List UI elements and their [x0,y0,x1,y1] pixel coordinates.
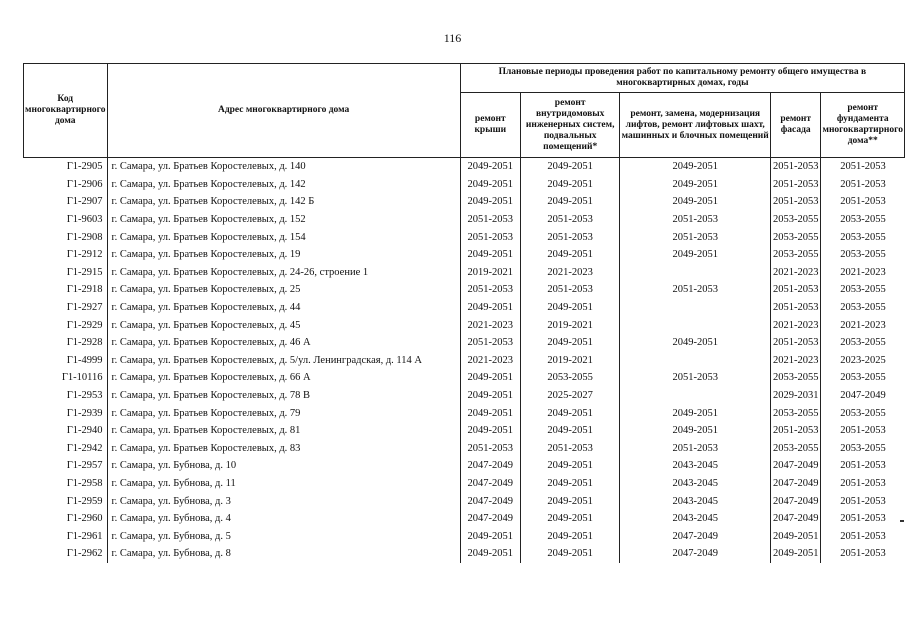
cell-roof: 2049-2051 [460,404,520,422]
cell-facade: 2021-2023 [770,352,821,370]
cell-foundation: 2051-2053 [821,510,905,528]
cell-roof: 2051-2053 [460,228,520,246]
cell-code: Г1-2953 [24,387,108,405]
cell-code: Г1-4999 [24,352,108,370]
cell-elevators: 2049-2051 [620,246,770,264]
cell-roof: 2051-2053 [460,281,520,299]
page-number: 116 [443,31,462,45]
cell-address: г. Самара, ул. Бубнова, д. 3 [107,492,460,510]
cell-code: Г1-2908 [24,228,108,246]
cell-engineering: 2053-2055 [520,369,620,387]
table-row [24,369,905,387]
cell-engineering: 2051-2053 [520,211,620,229]
cell-address: г. Самара, ул. Братьев Коростелевых, д. 81 [107,422,460,440]
cell-facade: 2053-2055 [770,228,821,246]
cell-engineering: 2049-2051 [520,193,620,211]
cell-foundation: 2053-2055 [821,281,905,299]
cell-elevators: 2049-2051 [620,193,770,211]
table-row [24,299,905,317]
cell-engineering: 2051-2053 [520,281,620,299]
cell-engineering: 2049-2051 [520,158,620,176]
cell-elevators: 2049-2051 [620,158,770,176]
cell-facade: 2051-2053 [770,422,821,440]
cell-code: Г1-2912 [24,246,108,264]
cell-address: г. Самара, ул. Бубнова, д. 4 [107,510,460,528]
cell-roof: 2049-2051 [460,422,520,440]
cell-address: г. Самара, ул. Братьев Коростелевых, д. 25 [107,281,460,299]
cell-facade: 2051-2053 [770,334,821,352]
cell-foundation: 2053-2055 [821,334,905,352]
cell-roof: 2047-2049 [460,510,520,528]
cell-foundation: 2051-2053 [821,193,905,211]
cell-address: г. Самара, ул. Бубнова, д. 8 [107,545,460,563]
cell-address: г. Самара, ул. Братьев Коростелевых, д. 5/ул. Ленинградская, д. 114 А [107,352,460,370]
cell-roof: 2019-2021 [460,264,520,282]
cell-roof: 2049-2051 [460,176,520,194]
table-row [24,387,905,405]
cell-facade: 2053-2055 [770,440,821,458]
cell-facade: 2029-2031 [770,387,821,405]
cell-foundation: 2051-2053 [821,492,905,510]
cell-roof: 2047-2049 [460,492,520,510]
cell-elevators: 2051-2053 [620,281,770,299]
cell-facade: 2047-2049 [770,457,821,475]
cell-foundation: 2047-2049 [821,387,905,405]
header-roof: ремонт крыши [460,93,520,158]
cell-foundation: 2051-2053 [821,457,905,475]
cell-address: г. Самара, ул. Братьев Коростелевых, д. 140 [107,158,460,176]
cell-code: Г1-2906 [24,176,108,194]
cell-code: Г1-2928 [24,334,108,352]
table-row [24,352,905,370]
header-code: Код многоквартирного дома [24,64,108,158]
cell-foundation: 2021-2023 [821,316,905,334]
cell-foundation: 2051-2053 [821,545,905,563]
cell-elevators: 2051-2053 [620,228,770,246]
table-row [24,246,905,264]
cell-roof: 2049-2051 [460,527,520,545]
cell-facade: 2051-2053 [770,193,821,211]
cell-roof: 2049-2051 [460,158,520,176]
cell-engineering: 2021-2023 [520,264,620,282]
cell-code: Г1-2942 [24,440,108,458]
cell-address: г. Самара, ул. Бубнова, д. 10 [107,457,460,475]
cell-engineering: 2049-2051 [520,404,620,422]
cell-elevators [620,299,770,317]
table-row [24,211,905,229]
cell-address: г. Самара, ул. Бубнова, д. 11 [107,475,460,493]
cell-code: Г1-2929 [24,316,108,334]
cell-elevators: 2051-2053 [620,211,770,229]
capital-repair-table [23,63,905,563]
cell-address: г. Самара, ул. Братьев Коростелевых, д. 142 [107,176,460,194]
table-row [24,334,905,352]
table-body [24,158,905,563]
cell-code: Г1-2905 [24,158,108,176]
cell-elevators: 2049-2051 [620,176,770,194]
cell-address: г. Самара, ул. Братьев Коростелевых, д. 46 А [107,334,460,352]
cell-facade: 2051-2053 [770,281,821,299]
cell-code: Г1-2918 [24,281,108,299]
cell-code: Г1-10116 [24,369,108,387]
cell-facade: 2021-2023 [770,316,821,334]
cell-code: Г1-2927 [24,299,108,317]
table-row [24,158,905,176]
table-row [24,510,905,528]
cell-facade: 2047-2049 [770,492,821,510]
table-row [24,422,905,440]
cell-facade: 2049-2051 [770,527,821,545]
cell-roof: 2049-2051 [460,369,520,387]
table-row [24,228,905,246]
cell-facade: 2053-2055 [770,246,821,264]
cell-elevators [620,316,770,334]
cell-roof: 2049-2051 [460,246,520,264]
cell-facade: 2051-2053 [770,158,821,176]
table-row [24,545,905,563]
cell-address: г. Самара, ул. Братьев Коростелевых, д. 19 [107,246,460,264]
cell-elevators: 2043-2045 [620,475,770,493]
cell-address: г. Самара, ул. Братьев Коростелевых, д. 24-26, строение 1 [107,264,460,282]
cell-facade: 2051-2053 [770,299,821,317]
cell-elevators [620,352,770,370]
table-row [24,264,905,282]
header-foundation: ремонт фундамента многоквартирного дома** [821,93,905,158]
cell-foundation: 2053-2055 [821,246,905,264]
cell-engineering: 2049-2051 [520,299,620,317]
table-row [24,316,905,334]
cell-code: Г1-2957 [24,457,108,475]
cell-facade: 2053-2055 [770,404,821,422]
cell-facade: 2047-2049 [770,475,821,493]
cell-roof: 2051-2053 [460,334,520,352]
cell-engineering: 2049-2051 [520,457,620,475]
cell-code: Г1-2962 [24,545,108,563]
header-periods-group: Плановые периоды проведения работ по капитальному ремонту общего имущества в многоквартирных домах, годы [460,64,904,93]
cell-engineering: 2049-2051 [520,334,620,352]
cell-address: г. Самара, ул. Братьев Коростелевых, д. 44 [107,299,460,317]
header-engineering: ремонт внутридомовых инженерных систем, подвальных помещений* [520,93,620,158]
table-row [24,193,905,211]
cell-address: г. Самара, ул. Братьев Коростелевых, д. 83 [107,440,460,458]
cell-foundation: 2051-2053 [821,176,905,194]
cell-engineering: 2019-2021 [520,352,620,370]
cell-elevators [620,264,770,282]
cell-foundation: 2051-2053 [821,158,905,176]
table-row [24,281,905,299]
table-row [24,492,905,510]
cell-elevators: 2049-2051 [620,404,770,422]
cell-elevators: 2051-2053 [620,440,770,458]
cell-code: Г1-2959 [24,492,108,510]
cell-engineering: 2051-2053 [520,440,620,458]
header-row-groups [24,64,905,93]
cell-facade: 2021-2023 [770,264,821,282]
cell-roof: 2047-2049 [460,457,520,475]
header-elevators: ремонт, замена, модернизация лифтов, ремонт лифтовых шахт, машинных и блочных помещений [620,93,770,158]
cell-address: г. Самара, ул. Братьев Коростелевых, д. 142 Б [107,193,460,211]
table-row [24,475,905,493]
cell-roof: 2021-2023 [460,316,520,334]
cell-elevators: 2051-2053 [620,369,770,387]
cell-elevators [620,387,770,405]
table-row [24,404,905,422]
cell-facade: 2053-2055 [770,211,821,229]
cell-facade: 2053-2055 [770,369,821,387]
cell-elevators: 2047-2049 [620,527,770,545]
cell-foundation: 2051-2053 [821,527,905,545]
cell-facade: 2051-2053 [770,176,821,194]
cell-address: г. Самара, ул. Братьев Коростелевых, д. 45 [107,316,460,334]
cell-foundation: 2021-2023 [821,264,905,282]
cell-elevators: 2043-2045 [620,457,770,475]
cell-address: г. Самара, ул. Братьев Коростелевых, д. 78 В [107,387,460,405]
cell-foundation: 2051-2053 [821,422,905,440]
cell-code: Г1-2940 [24,422,108,440]
cell-address: г. Самара, ул. Бубнова, д. 5 [107,527,460,545]
cell-foundation: 2053-2055 [821,440,905,458]
cell-facade: 2047-2049 [770,510,821,528]
table-row [24,176,905,194]
cell-elevators: 2043-2045 [620,510,770,528]
cell-address: г. Самара, ул. Братьев Коростелевых, д. 79 [107,404,460,422]
cell-address: г. Самара, ул. Братьев Коростелевых, д. 154 [107,228,460,246]
cell-roof: 2049-2051 [460,193,520,211]
cell-roof: 2049-2051 [460,387,520,405]
cell-engineering: 2049-2051 [520,527,620,545]
cell-roof: 2049-2051 [460,299,520,317]
cell-engineering: 2049-2051 [520,475,620,493]
scan-mark [900,520,904,522]
cell-engineering: 2049-2051 [520,422,620,440]
cell-code: Г1-2961 [24,527,108,545]
cell-foundation: 2053-2055 [821,228,905,246]
cell-foundation: 2053-2055 [821,299,905,317]
cell-foundation: 2053-2055 [821,404,905,422]
header-address: Адрес многоквартирного дома [107,64,460,158]
cell-roof: 2051-2053 [460,440,520,458]
table-row [24,527,905,545]
table-row [24,440,905,458]
cell-elevators: 2043-2045 [620,492,770,510]
cell-roof: 2047-2049 [460,475,520,493]
cell-engineering: 2049-2051 [520,492,620,510]
cell-facade: 2049-2051 [770,545,821,563]
cell-elevators: 2049-2051 [620,422,770,440]
cell-address: г. Самара, ул. Братьев Коростелевых, д. 152 [107,211,460,229]
cell-roof: 2051-2053 [460,211,520,229]
cell-engineering: 2019-2021 [520,316,620,334]
cell-code: Г1-2939 [24,404,108,422]
cell-elevators: 2049-2051 [620,334,770,352]
cell-code: Г1-2907 [24,193,108,211]
cell-engineering: 2025-2027 [520,387,620,405]
cell-elevators: 2047-2049 [620,545,770,563]
cell-code: Г1-9603 [24,211,108,229]
header-facade: ремонт фасада [770,93,821,158]
cell-foundation: 2023-2025 [821,352,905,370]
cell-foundation: 2051-2053 [821,475,905,493]
cell-code: Г1-2960 [24,510,108,528]
table-row [24,457,905,475]
cell-roof: 2049-2051 [460,545,520,563]
cell-engineering: 2049-2051 [520,510,620,528]
cell-foundation: 2053-2055 [821,211,905,229]
cell-address: г. Самара, ул. Братьев Коростелевых, д. 66 А [107,369,460,387]
cell-engineering: 2051-2053 [520,228,620,246]
cell-code: Г1-2958 [24,475,108,493]
cell-engineering: 2049-2051 [520,176,620,194]
cell-code: Г1-2915 [24,264,108,282]
cell-engineering: 2049-2051 [520,246,620,264]
cell-roof: 2021-2023 [460,352,520,370]
cell-foundation: 2053-2055 [821,369,905,387]
cell-engineering: 2049-2051 [520,545,620,563]
